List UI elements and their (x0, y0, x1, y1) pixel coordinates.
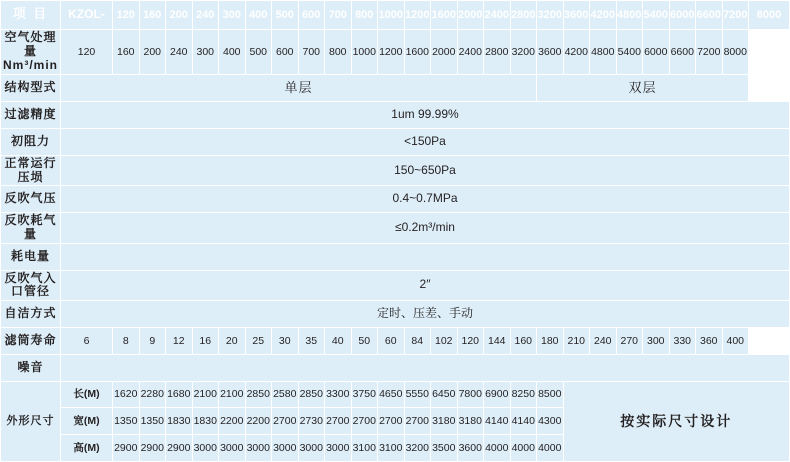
column-header-model: 160 (139, 1, 166, 30)
data-cell: 240 (590, 327, 617, 354)
data-cell: 20 (219, 327, 246, 354)
merged-cell: 0.4~0.7MPa (61, 186, 790, 213)
dimension-cell: 2900 (113, 435, 140, 462)
dimension-cell: 2700 (325, 408, 352, 435)
table-row (1, 29, 790, 74)
column-header-model: 5400 (643, 1, 670, 30)
dimension-cell: 4300 (537, 408, 564, 435)
data-cell: 50 (351, 327, 378, 354)
data-cell: 2800 (484, 29, 511, 74)
dimension-cell: 2700 (404, 408, 431, 435)
dimension-cell: 4140 (484, 408, 511, 435)
dimension-cell: 3000 (219, 435, 246, 462)
data-cell: 6000 (643, 29, 670, 74)
data-cell: 6 (61, 327, 113, 354)
row-label: 噪音 (1, 354, 61, 381)
dimension-cell: 1830 (192, 408, 219, 435)
dimension-cell: 3000 (325, 435, 352, 462)
row-label: 空气处理量Nm³/min (1, 29, 61, 74)
column-header-model: 800 (351, 1, 378, 30)
column-header-model: 1000 (378, 1, 405, 30)
merged-cell: ≤0.2m³/min (61, 213, 790, 244)
column-header-model: 200 (166, 1, 193, 30)
data-cell: 210 (563, 327, 590, 354)
dimension-cell: 3500 (431, 435, 458, 462)
dimension-cell: 2100 (192, 381, 219, 408)
data-cell: 1600 (404, 29, 431, 74)
dimension-cell: 2900 (166, 435, 193, 462)
merged-cell: 定时、压差、手动 (61, 301, 790, 328)
column-header-model: 6600 (696, 1, 723, 30)
data-cell: 25 (245, 327, 272, 354)
merged-cell: 2″ (61, 270, 790, 301)
column-header-model: 500 (272, 1, 299, 30)
column-header-model: 2800 (510, 1, 537, 30)
dimension-cell: 3000 (245, 435, 272, 462)
data-cell: 330 (669, 327, 696, 354)
data-cell: 4800 (590, 29, 617, 74)
table-row (1, 155, 790, 186)
data-cell: 240 (166, 29, 193, 74)
row-label: 结构型式 (1, 75, 61, 102)
data-cell: 300 (192, 29, 219, 74)
merged-cell: 150~650Pa (61, 155, 790, 186)
row-label: 初阻力 (1, 128, 61, 155)
data-cell: 400 (219, 29, 246, 74)
column-header-model: 600 (298, 1, 325, 30)
dimension-cell: 2580 (272, 381, 299, 408)
data-cell: 1200 (378, 29, 405, 74)
dimension-cell: 1620 (113, 381, 140, 408)
data-cell: 4200 (563, 29, 590, 74)
row-label: 滤筒寿命 (1, 327, 61, 354)
table-row (1, 75, 790, 102)
data-cell: 5400 (616, 29, 643, 74)
row-label: 过滤精度 (1, 102, 61, 129)
dimension-cell: 3000 (298, 435, 325, 462)
dimension-cell: 1680 (166, 381, 193, 408)
dimension-cell: 2200 (219, 408, 246, 435)
data-cell: 120 (457, 327, 484, 354)
data-cell: 160 (113, 29, 140, 74)
dimension-cell: 4000 (537, 435, 564, 462)
data-cell: 6600 (669, 29, 696, 74)
column-header-model: 4200 (590, 1, 617, 30)
column-header-model: 240 (192, 1, 219, 30)
table-row (1, 186, 790, 213)
column-header-model: 3600 (563, 1, 590, 30)
data-cell: 144 (484, 327, 511, 354)
data-cell: 270 (616, 327, 643, 354)
merged-cell: 单层 (61, 75, 537, 102)
dimension-cell: 2700 (351, 408, 378, 435)
column-header-model: 1200 (404, 1, 431, 30)
dimension-note: 按实际尺寸设计 (563, 381, 790, 461)
merged-cell: 1um 99.99% (61, 102, 790, 129)
row-label: 正常运行压埙 (1, 155, 61, 186)
dimension-cell: 2700 (378, 408, 405, 435)
data-cell: 2400 (457, 29, 484, 74)
data-cell: 35 (298, 327, 325, 354)
dimension-cell: 3100 (351, 435, 378, 462)
table-row (1, 128, 790, 155)
dimension-cell: 1350 (139, 408, 166, 435)
column-header-model: 400 (245, 1, 272, 30)
dimension-cell: 3180 (457, 408, 484, 435)
column-header-model: 3200 (537, 1, 564, 30)
dimension-cell: 2200 (245, 408, 272, 435)
dimension-cell: 3000 (272, 435, 299, 462)
dimension-row (1, 381, 790, 408)
dimension-cell: 8500 (537, 381, 564, 408)
data-cell: 500 (245, 29, 272, 74)
data-cell: 102 (431, 327, 458, 354)
table-row (1, 213, 790, 244)
data-cell: 700 (298, 29, 325, 74)
column-header-model-prefix: KZOL- (61, 1, 113, 30)
dimension-cell: 3600 (457, 435, 484, 462)
data-cell: 8000 (722, 29, 749, 74)
data-cell: 40 (325, 327, 352, 354)
table-header-row (1, 1, 790, 30)
row-label: 反吹气压 (1, 186, 61, 213)
data-cell: 200 (139, 29, 166, 74)
dimension-cell: 5550 (404, 381, 431, 408)
table-row (1, 327, 790, 354)
data-cell: 3200 (510, 29, 537, 74)
row-label: 反吹耗气量 (1, 213, 61, 244)
column-header-model: 120 (113, 1, 140, 30)
row-label: 反吹气入口管径 (1, 270, 61, 301)
merged-cell: 双层 (537, 75, 749, 102)
data-cell: 300 (643, 327, 670, 354)
data-cell: 16 (192, 327, 219, 354)
dimension-cell: 1830 (166, 408, 193, 435)
dimension-cell: 2850 (298, 381, 325, 408)
data-cell: 84 (404, 327, 431, 354)
data-cell: 800 (325, 29, 352, 74)
dimension-group-label: 外形尺寸 (1, 381, 61, 461)
dimension-cell: 2100 (219, 381, 246, 408)
dimension-cell: 2850 (245, 381, 272, 408)
dimension-cell: 7800 (457, 381, 484, 408)
column-header-model: 700 (325, 1, 352, 30)
dimension-cell: 2730 (298, 408, 325, 435)
column-header-item: 项 目 (1, 1, 61, 30)
dimension-cell: 3180 (431, 408, 458, 435)
column-header-model: 7200 (722, 1, 749, 30)
dimension-cell: 3100 (378, 435, 405, 462)
data-cell: 120 (61, 29, 113, 74)
dimension-cell: 2280 (139, 381, 166, 408)
column-header-model: 6000 (669, 1, 696, 30)
data-cell: 9 (139, 327, 166, 354)
dimension-cell: 6450 (431, 381, 458, 408)
dimension-cell: 4140 (510, 408, 537, 435)
column-header-model: 2400 (484, 1, 511, 30)
data-cell: 60 (378, 327, 405, 354)
dimension-sub-label: 长(M) (61, 381, 113, 408)
row-label: 耗电量 (1, 243, 61, 270)
merged-cell (61, 354, 790, 381)
merged-cell (61, 243, 790, 270)
dimension-cell: 4650 (378, 381, 405, 408)
column-header-model: 300 (219, 1, 246, 30)
table-row (1, 102, 790, 129)
dimension-cell: 3300 (325, 381, 352, 408)
data-cell: 360 (696, 327, 723, 354)
data-cell: 7200 (696, 29, 723, 74)
dimension-cell: 3200 (404, 435, 431, 462)
table-row (1, 243, 790, 270)
dimension-cell: 3750 (351, 381, 378, 408)
column-header-model: 4800 (616, 1, 643, 30)
dimension-cell: 8250 (510, 381, 537, 408)
dimension-cell: 4000 (510, 435, 537, 462)
column-header-model: 8000 (749, 1, 790, 30)
data-cell: 12 (166, 327, 193, 354)
data-cell: 600 (272, 29, 299, 74)
table-row (1, 354, 790, 381)
dimension-cell: 6900 (484, 381, 511, 408)
row-label: 自洁方式 (1, 301, 61, 328)
merged-cell: <150Pa (61, 128, 790, 155)
data-cell: 3600 (537, 29, 564, 74)
data-cell: 400 (722, 327, 749, 354)
table-row (1, 270, 790, 301)
dimension-sub-label: 宽(M) (61, 408, 113, 435)
dimension-cell: 2900 (139, 435, 166, 462)
data-cell: 1000 (351, 29, 378, 74)
dimension-cell: 1350 (113, 408, 140, 435)
data-cell: 180 (537, 327, 564, 354)
dimension-cell: 3000 (192, 435, 219, 462)
data-cell: 160 (510, 327, 537, 354)
data-cell: 30 (272, 327, 299, 354)
table-row (1, 301, 790, 328)
dimension-cell: 2700 (272, 408, 299, 435)
column-header-model: 1600 (431, 1, 458, 30)
dimension-cell: 4000 (484, 435, 511, 462)
column-header-model: 2000 (457, 1, 484, 30)
data-cell: 8 (113, 327, 140, 354)
dimension-sub-label: 高(M) (61, 435, 113, 462)
data-cell: 2000 (431, 29, 458, 74)
table-body (1, 1, 790, 462)
